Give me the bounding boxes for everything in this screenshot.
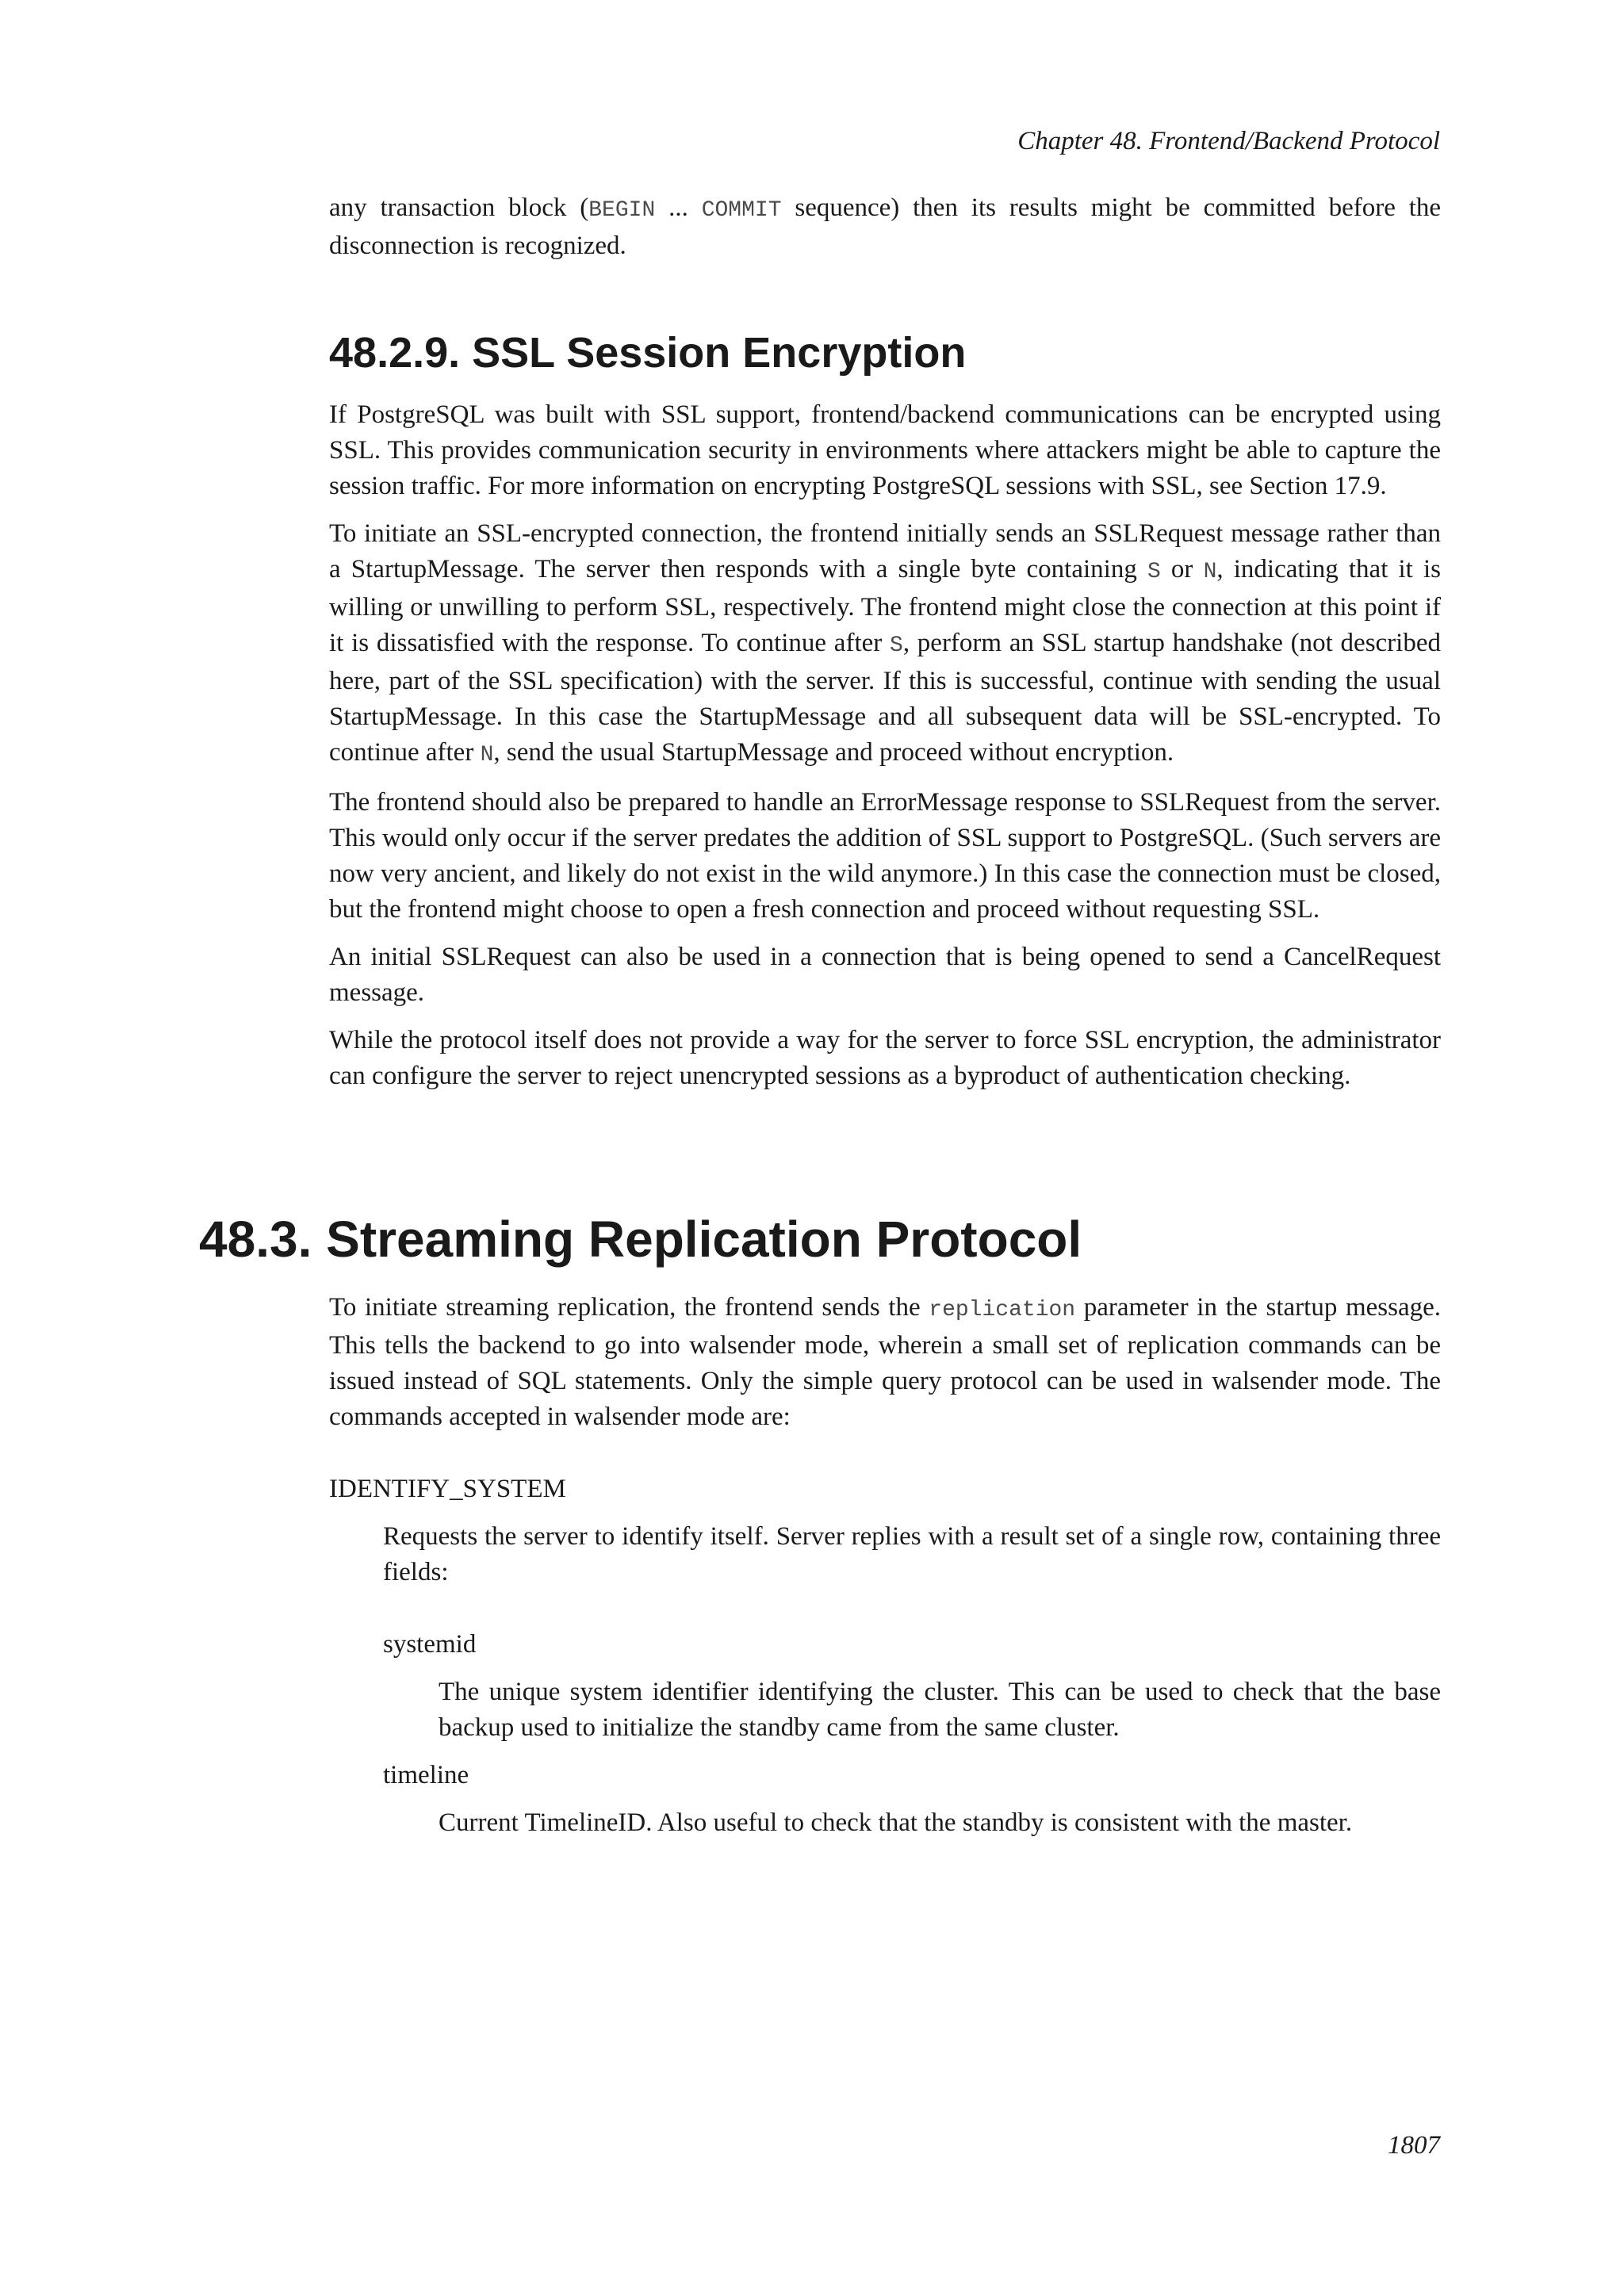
- field-term-systemid: systemid: [383, 1630, 477, 1659]
- command-definition: [383, 1519, 1441, 1841]
- command-description: Requests the server to identify itself. Server replies with a result set of a single row, containing three fields:: [383, 1522, 1441, 1586]
- text-run: sequence) then its results might be committed before the disconnection is recognized.: [329, 193, 1442, 260]
- field-description: Current TimelineID. Also useful to check that the standby is consistent with the master.: [439, 1808, 1353, 1837]
- code-n: N: [1203, 560, 1217, 584]
- field-description: The unique system identifier identifying the cluster. This can be used to check that the base backup used to initialize the standby came from the same cluster.: [439, 1678, 1441, 1742]
- replication-paragraph-1: [329, 1290, 1441, 1435]
- intro-paragraph: [329, 190, 1441, 264]
- page-content: [199, 190, 1442, 1853]
- text-run: , indicating that it is willing or unwilling to perform SSL, respectively. The frontend might close the connection at this point if it is dissatisfied with the response. To continue after: [329, 555, 1441, 657]
- text-run: parameter in the startup message. This tells the backend to go into walsender mode, wherein a small set of replication commands can be issued instead of SQL statements. Only the simple query protocol can be used in walsender mode. The commands accepted in walsender mode are:: [329, 1293, 1441, 1431]
- ssl-paragraph-5: While the protocol itself does not provide a way for the server to force SSL encryption, the administrator can configure the server to reject unencrypted sessions as a byproduct of authentication checking.: [329, 1026, 1441, 1090]
- text-run: any transaction block (: [329, 193, 589, 222]
- running-header: Chapter 48. Frontend/Backend Protocol: [1017, 127, 1440, 155]
- field-definition-systemid: [439, 1674, 1441, 1746]
- code-begin: BEGIN: [588, 198, 656, 223]
- replication-section-title: 48.3. Streaming Replication Protocol: [199, 1211, 1082, 1268]
- ssl-section-title: 48.2.9. SSL Session Encryption: [329, 329, 967, 377]
- text-run: To initiate an SSL-encrypted connection, the frontend initially sends an SSLRequest message rather than a StartupMessage. The server then responds with a single byte containing: [329, 519, 1441, 584]
- code-s: S: [890, 633, 903, 658]
- text-run: , perform an SSL startup handshake (not described here, part of the SSL specification) with the server. If this is successful, continue with sending the usual StartupMessage. In this case the StartupMessage and all subsequent data will be SSL-encrypted. To continue after: [329, 629, 1441, 767]
- page-number: 1807: [1388, 2131, 1440, 2160]
- text-run: To initiate streaming replication, the frontend sends the: [329, 1293, 929, 1322]
- ssl-paragraph-1: If PostgreSQL was built with SSL support, frontend/backend communications can be encrypted using SSL. This provides communication security in environments where attackers might be able to capture the session traffic. For more information on encrypting PostgreSQL sessions with SSL, see Section 17.9.: [329, 400, 1441, 500]
- text-run: or: [1160, 555, 1204, 584]
- ssl-paragraph-4: An initial SSLRequest can also be used in a connection that is being opened to send a CancelRequest message.: [329, 943, 1441, 1007]
- text-run: ...: [655, 193, 702, 222]
- command-term-identify-system: IDENTIFY_SYSTEM: [329, 1475, 566, 1503]
- field-term-timeline: timeline: [383, 1761, 469, 1789]
- ssl-paragraph-3: The frontend should also be prepared to handle an ErrorMessage response to SSLRequest from the server. This would only occur if the server predates the addition of SSL support to PostgreSQL. (Such servers are now very ancient, and likely do not exist in the wild anymore.) In this case the connection must be closed, but the frontend might choose to open a fresh connection and proceed without requesting SSL.: [329, 788, 1441, 924]
- text-run: , send the usual StartupMessage and proceed without encryption.: [493, 738, 1174, 767]
- code-s: S: [1147, 560, 1161, 584]
- code-replication: replication: [929, 1298, 1076, 1322]
- ssl-paragraph-2: [329, 516, 1441, 773]
- field-definition-timeline: [439, 1805, 1441, 1841]
- code-commit: COMMIT: [701, 198, 782, 223]
- code-n: N: [480, 743, 494, 767]
